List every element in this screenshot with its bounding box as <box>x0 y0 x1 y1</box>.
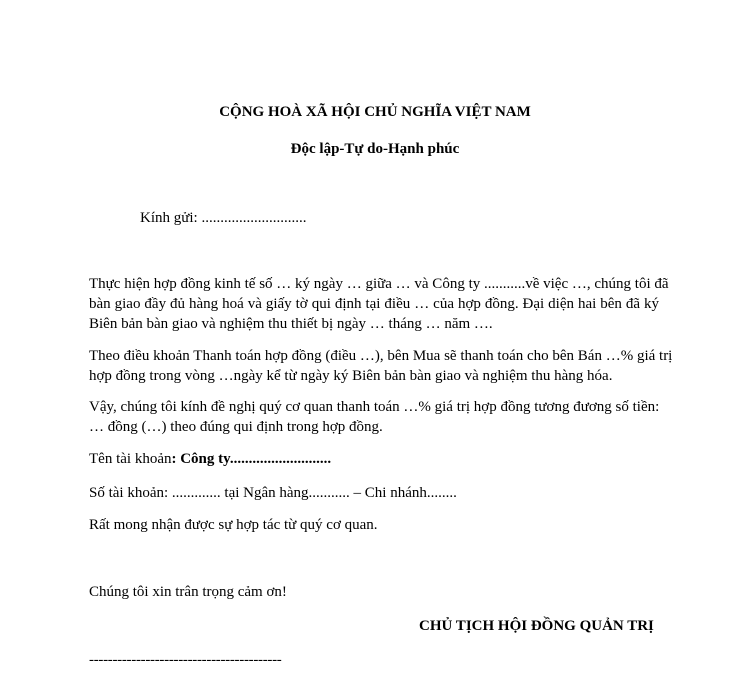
paragraph-line: Biên bản bàn giao và nghiệm thu thiết bị ngày … tháng … năm …. <box>89 316 493 332</box>
paragraph-payment-terms <box>89 346 673 386</box>
paragraph-line: Thực hiện hợp đồng kinh tế số … ký ngày … giữa … và Công ty ...........về việc …, chúng tôi đã <box>89 276 669 292</box>
signer-title: CHỦ TỊCH HỘI ĐỒNG QUẢN TRỊ <box>419 618 654 634</box>
thanks-line: Chúng tôi xin trân trọng cảm ơn! <box>89 584 287 600</box>
account-name-value: : Công ty........................... <box>171 451 332 467</box>
account-name-line <box>89 450 331 468</box>
national-motto: Độc lập-Tự do-Hạnh phúc <box>290 141 460 157</box>
paragraph-line: hợp đồng trong vòng …ngày kể từ ngày ký Biên bản bàn giao và nghiệm thu hàng hóa. <box>89 368 613 384</box>
paragraph-contract <box>89 274 669 334</box>
cooperation-line: Rất mong nhận được sự hợp tác từ quý cơ quan. <box>89 517 378 533</box>
paragraph-line: Theo điều khoản Thanh toán hợp đồng (điều …), bên Mua sẽ thanh toán cho bên Bán …% giá trị <box>89 348 673 364</box>
account-name-label: Tên tài khoản <box>89 451 172 467</box>
bottom-dashed-rule: ----------------------------------------- <box>89 652 282 668</box>
paragraph-line: bàn giao đầy đủ hàng hoá và giấy tờ qui định tại điều … của hợp đồng. Đại diện hai bên đã ký <box>89 296 659 312</box>
paragraph-line: Vậy, chúng tôi kính đề nghị quý cơ quan thanh toán …% giá trị hợp đồng tương đương số tiền: <box>89 399 660 415</box>
national-title: CỘNG HOÀ XÃ HỘI CHỦ NGHĨA VIỆT NAM <box>219 104 531 120</box>
paragraph-request <box>89 397 659 437</box>
account-number-line: Số tài khoản: ............. tại Ngân hàng........... – Chi nhánh........ <box>89 485 457 501</box>
paragraph-line: … đồng (…) theo đúng qui định trong hợp đồng. <box>89 419 383 435</box>
salutation: Kính gửi: ............................ <box>140 210 307 226</box>
